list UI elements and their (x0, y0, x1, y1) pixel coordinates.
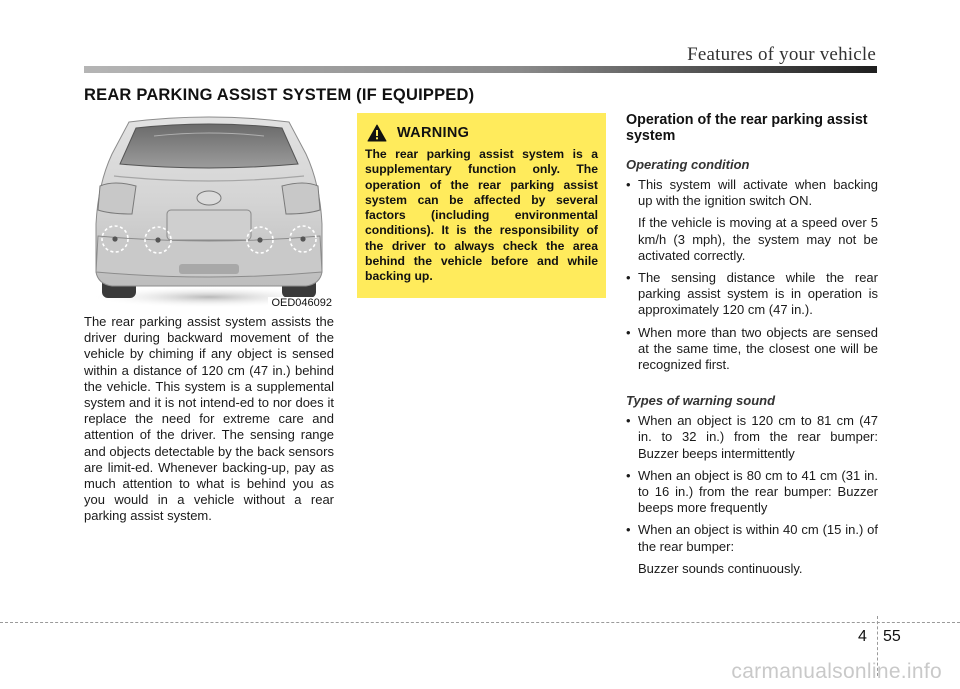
list-item (626, 177, 878, 264)
vehicle-figure (84, 114, 334, 309)
list-item-text: • When an object is within 40 cm (15 in.) of the rear bumper: (638, 522, 878, 554)
list-item-extra: If the vehicle is moving at a speed over 5 km/h (3 mph), the system may not be activated correctly. (638, 215, 878, 263)
list-item-text: • When an object is 80 cm to 41 cm (31 in. to 16 in.) from the rear bumper: Buzzer beeps more frequently (638, 467, 878, 516)
list-item (626, 468, 878, 517)
list-item-text: • This system will activate when backing up with the ignition switch ON. (638, 177, 878, 209)
operation-title: Operation of the rear parking assist system (626, 112, 868, 144)
body-paragraph: The rear parking assist system assists the driver during backward movement of the vehicle by chiming if any object is sensed within a distance of 120 cm (47 in.) behind the vehicle. This system is a supplemental system and it is not intend-ed to nor does it replace the need for extreme care and attention of the driver. The sensing range and objects detectable by the back sensors are limit-ed. Whenever backing-up, pay as much attention to what is behind you as you would in a vehicle without a rear parking assist system. (84, 314, 334, 524)
operating-condition-title: Operating condition (626, 157, 750, 172)
header-title: Features of your vehicle (687, 44, 876, 65)
list-item (626, 522, 878, 577)
warning-sound-title: Types of warning sound (626, 393, 776, 409)
warning-sound-list (626, 413, 878, 577)
warning-box (357, 113, 606, 298)
figure-code: OED046092 (268, 297, 332, 309)
list-item-text: • The sensing distance while the rear parking assist system is in operation is approximately 120 cm (47 in.). (638, 270, 878, 318)
section-title: REAR PARKING ASSIST SYSTEM (IF EQUIPPED) (84, 86, 475, 104)
chapter-number: 4 (858, 628, 867, 645)
list-item (626, 270, 878, 319)
operating-condition-list (626, 177, 878, 373)
list-item (626, 325, 878, 374)
footer-rule (0, 622, 960, 623)
warning-text: The rear parking assist system is a supplementary function only. The operation of the rear parking assist system can be affected by several factors (including environmental conditions). It is the responsibility of the driver to always check the area behind the vehicle before and while backing up. (365, 147, 598, 284)
warning-title: WARNING (397, 125, 470, 141)
warning-header (367, 124, 598, 142)
car-rear-illustration (84, 114, 334, 309)
header-rule (84, 66, 877, 73)
list-item-text: • When an object is 120 cm to 81 cm (47 in. to 32 in.) from the rear bumper: Buzzer beeps intermittently (638, 413, 878, 461)
list-item (626, 413, 878, 462)
page-number: 55 (883, 628, 901, 645)
list-item-text: • When more than two objects are sensed at the same time, the closest one will be recognized first. (638, 324, 878, 373)
watermark: carmanualsonline.info (731, 660, 942, 683)
warning-triangle-icon (367, 124, 387, 142)
list-item-extra: Buzzer sounds continuously. (638, 560, 803, 576)
operation-column (626, 112, 878, 577)
